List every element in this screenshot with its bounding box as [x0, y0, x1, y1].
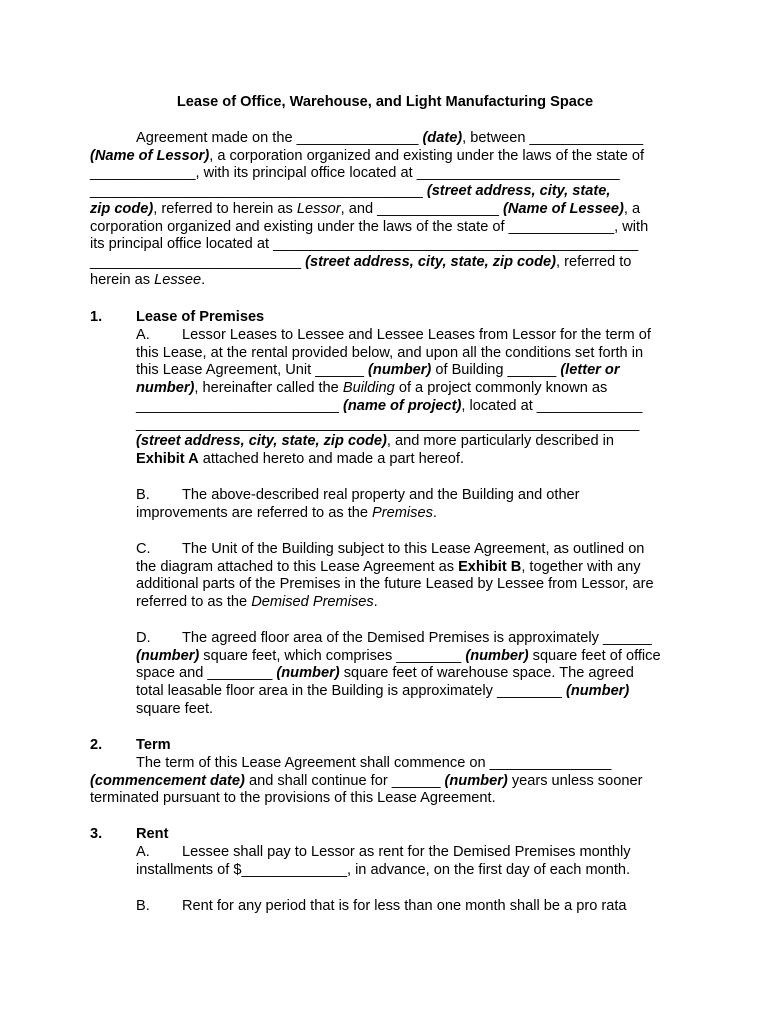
section-3b-paragraph: B. Rent for any period that is for less than one month shall be a pro rata — [136, 898, 627, 914]
document-title: Lease of Office, Warehouse, and Light Manufacturing Space — [176, 94, 594, 110]
section-1b-paragraph: B. The above-described real property and the Building and other improvements are referred to as the Premises. — [136, 487, 580, 521]
intro-paragraph — [90, 130, 690, 289]
intro-line-1: Agreement made on the _______________ (date), between ______________ — [136, 130, 644, 146]
intro-line-2: (Name of Lessor), a corporation organized and existing under the laws of the state of — [90, 147, 645, 164]
section-2-heading: Term — [136, 737, 171, 753]
section-3a-paragraph: A. Lessee shall pay to Lessor as rent for the Demised Premises monthly installments of $_____________, in advance, on the first day of each month. — [136, 844, 631, 878]
section-2-paragraph: The term of this Lease Agreement shall commence on _______________ (commencement date) and shall continue for ______ (number) years unless sooner terminated pursuant to the provisions of this Lease Agreement. — [90, 755, 643, 807]
intro-line-3: _____________, with its principal office located at _________________________ — [90, 165, 620, 182]
section-1d-paragraph: D. The agreed floor area of the Demised Premises is approximately ______ (number) square feet, which comprises ________ (number) square feet of office space and ________ (number) square feet of warehouse space. The agreed total leasable floor area in the Building is approximately ________ (number) square feet. — [136, 630, 661, 717]
intro-line-6: corporation organized and existing under the laws of the state of _____________, with — [90, 218, 649, 235]
intro-line-5: zip code), referred to herein as Lessor, and _______________ (Name of Lessee), a — [90, 200, 641, 217]
section-1-number: 1. — [90, 309, 103, 325]
section-1c-paragraph: C. The Unit of the Building subject to this Lease Agreement, as outlined on the diagram attached to this Lease Agreement as Exhibit B, together with any additional parts of the Premises in the future Leased by Lessee from Lessor, are referred to as the Demised Premises. — [136, 541, 654, 611]
section-2-number: 2. — [90, 737, 103, 753]
section-3-heading: Rent — [136, 826, 169, 842]
section-1a-paragraph: A. Lessor Leases to Lessee and Lessee Leases from Lessor for the term of this Lease, at the rental provided below, and upon all the conditions set forth in this Lease Agreement, Unit ______ (number) of Building ______ (letter or number), hereinafter called the Building of a project commonly known as _________________________ (name of project), located at _____________ ______________________________________________________________ (street address, city, state, zip code), and more particularly described in Exhibit A attached hereto and made a part hereof. — [136, 327, 651, 467]
section-3-number: 3. — [90, 826, 103, 842]
section-1-heading: Lease of Premises — [136, 309, 265, 325]
intro-line-8: __________________________ (street address, city, state, zip code), referred to — [90, 253, 632, 270]
intro-line-4: _________________________________________ (street address, city, state, — [90, 183, 611, 200]
intro-line-7: its principal office located at _____________________________________________ — [90, 236, 639, 253]
intro-line-9: herein as Lessee. — [90, 271, 206, 288]
